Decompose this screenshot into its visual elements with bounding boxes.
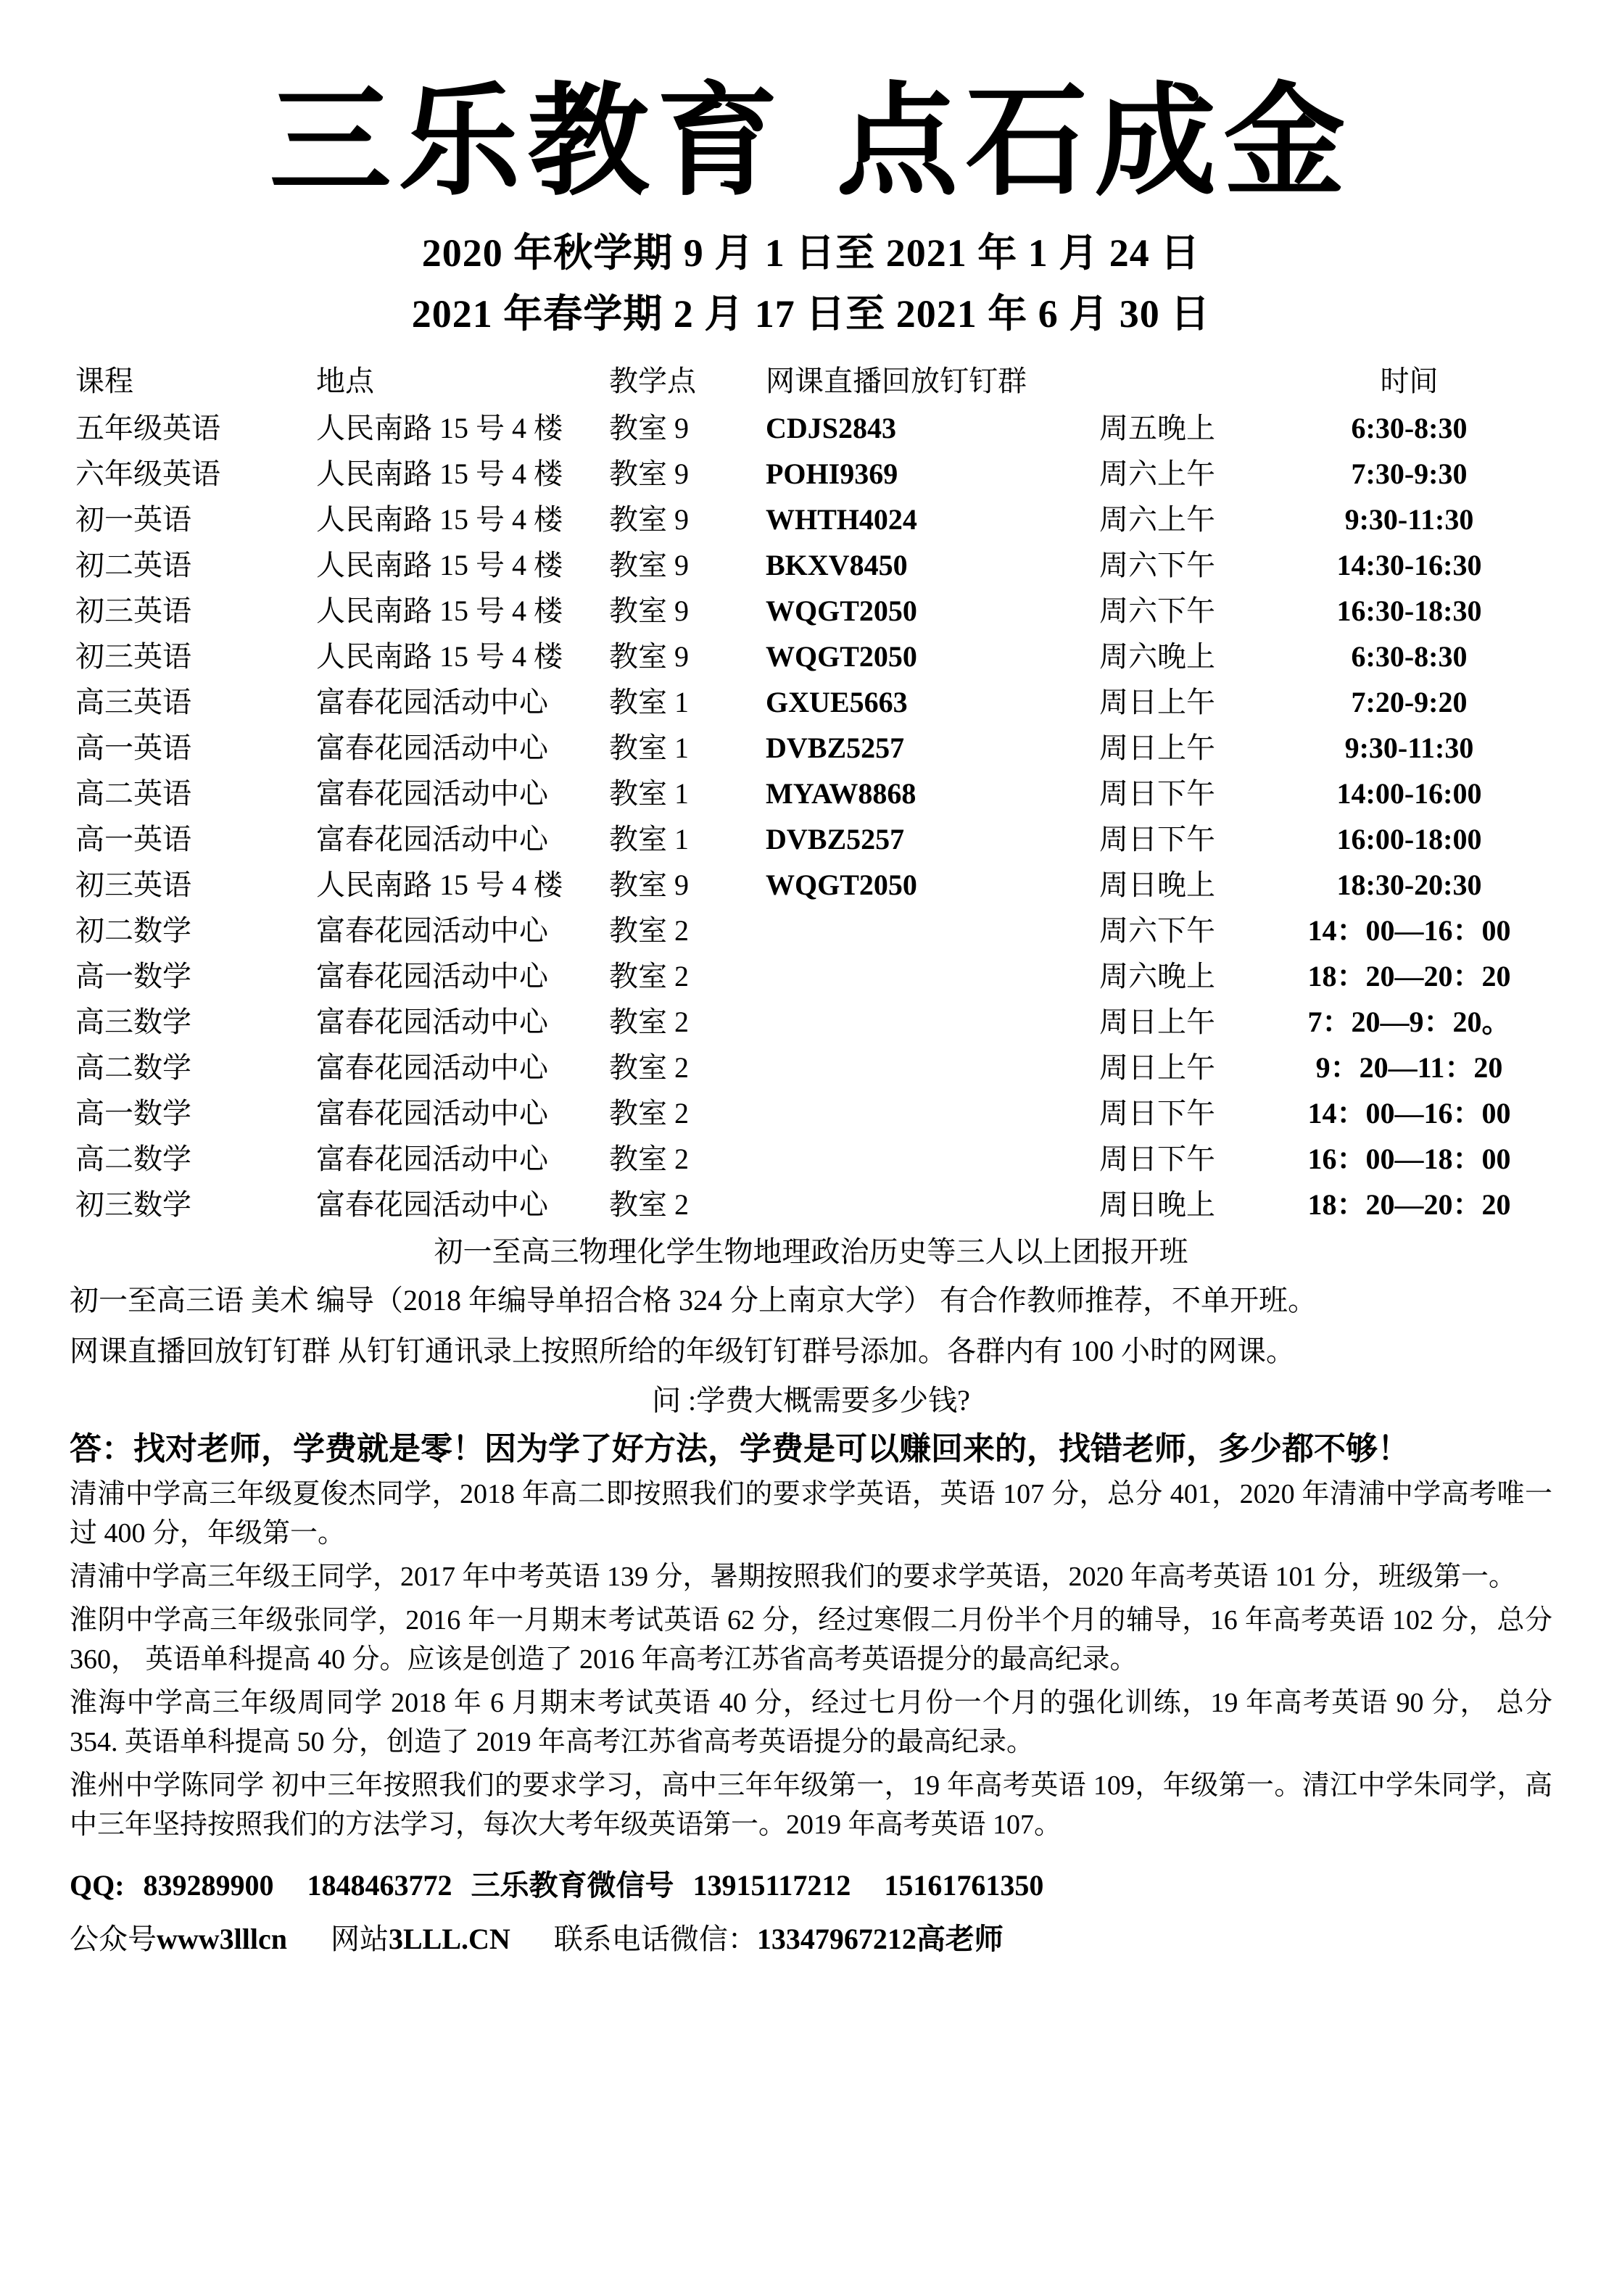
cell-course: 高二数学 <box>75 1142 191 1175</box>
wechat-label: 三乐教育微信号 <box>471 1868 674 1902</box>
cell-course: 初三英语 <box>75 594 191 627</box>
cell-room: 教室 9 <box>609 868 689 901</box>
cell-place: 人民南路 15 号 4 楼 <box>316 594 563 627</box>
official-account-label: 公众号 <box>70 1922 157 1955</box>
cell-day: 周六晚上 <box>1099 959 1215 992</box>
cell-time: 9：20—11：20 <box>1315 1050 1503 1084</box>
cell-dingtalk-group: POHI9369 <box>766 457 898 490</box>
header-time: 时间 <box>1380 364 1439 397</box>
cell-room: 教室 2 <box>609 1050 689 1084</box>
cell-dingtalk-group: BKXV8450 <box>766 548 908 581</box>
cell-room: 教室 2 <box>609 959 689 992</box>
banner-right: 点石成金 <box>836 69 1353 212</box>
cell-dingtalk-group <box>751 1137 1027 1182</box>
table-row <box>70 1137 1552 1182</box>
term-line-autumn: 2020 年秋学期 9 月 1 日至 2021 年 1 月 24 日 <box>421 231 1201 275</box>
cell-place: 富春花园活动中心 <box>316 731 548 764</box>
cell-time: 16:30-18:30 <box>1336 594 1482 627</box>
cell-time: 7：20—9：20。 <box>1307 1005 1511 1038</box>
cell-time: 14：00—16：00 <box>1307 913 1511 947</box>
table-row <box>70 954 1552 1000</box>
schedule-table <box>70 359 1552 1228</box>
cell-time: 18：20—20：20 <box>1307 959 1511 992</box>
cell-room: 教室 1 <box>609 776 689 810</box>
testimonial-item: 清浦中学高三年级夏俊杰同学，2018 年高二即按照我们的要求学英语，英语 107 分，总分 401，2020 年清浦中学高考唯一过 400 分，年级第一。 <box>70 1479 1552 1549</box>
cell-day: 周六下午 <box>1099 594 1215 627</box>
cell-course: 初二数学 <box>75 913 191 947</box>
cell-day: 周日晚上 <box>1099 868 1215 901</box>
header-day <box>1027 359 1266 406</box>
cell-day: 周六晚上 <box>1099 639 1215 673</box>
cell-course: 初一英语 <box>75 502 191 536</box>
cell-place: 人民南路 15 号 4 楼 <box>316 868 563 901</box>
cell-dingtalk-group <box>751 1045 1027 1091</box>
wechat-value-1: 13915117212 <box>692 1868 851 1902</box>
cell-course: 高一英语 <box>75 731 191 764</box>
cell-dingtalk-group <box>751 908 1027 954</box>
contact-line-1 <box>70 1864 1552 1907</box>
cell-day: 周日下午 <box>1099 822 1215 855</box>
cell-room: 教室 9 <box>609 502 689 536</box>
table-row <box>70 543 1552 589</box>
cell-room: 教室 1 <box>609 685 689 718</box>
cell-place: 人民南路 15 号 4 楼 <box>316 411 563 444</box>
cell-time: 7:30-9:30 <box>1351 457 1468 490</box>
teacher-name: 高老师 <box>916 1922 1004 1955</box>
cell-day: 周日下午 <box>1099 1142 1215 1175</box>
cell-time: 18:30-20:30 <box>1336 868 1482 901</box>
cell-place: 人民南路 15 号 4 楼 <box>316 502 563 536</box>
cell-time: 6:30-8:30 <box>1351 639 1468 673</box>
cell-dingtalk-group <box>751 954 1027 1000</box>
table-row <box>70 771 1552 817</box>
faq-question: 问 :学费大概需要多少钱? <box>652 1383 970 1417</box>
qq-value-2: 1848463772 <box>307 1868 452 1902</box>
cell-course: 高一数学 <box>75 959 191 992</box>
cell-course: 高二数学 <box>75 1050 191 1084</box>
faq-answer: 答：找对老师，学费就是零！因为学了好方法，学费是可以赚回来的，找错老师，多少都不够！ <box>70 1430 1410 1467</box>
header-course: 课程 <box>75 364 133 397</box>
cell-course: 初三英语 <box>75 868 191 901</box>
cell-place: 富春花园活动中心 <box>316 822 548 855</box>
cell-course: 高一英语 <box>75 822 191 855</box>
testimonial-item: 淮阴中学高三年级张同学，2016 年一月期末考试英语 62 分，经过寒假二月份半个月的辅导，16 年高考英语 102 分，总分 360， 英语单科提高 40 分。应该是创造了 2016 年高考江苏省高考英语提分的最高纪录。 <box>70 1605 1552 1675</box>
cell-room: 教室 1 <box>609 731 689 764</box>
cell-place: 人民南路 15 号 4 楼 <box>316 639 563 673</box>
cell-dingtalk-group <box>751 1000 1027 1045</box>
table-row <box>70 908 1552 954</box>
table-row <box>70 634 1552 680</box>
testimonial-list <box>70 1475 1552 1845</box>
cell-course: 初三数学 <box>75 1188 191 1221</box>
cell-time: 14:00-16:00 <box>1336 776 1482 810</box>
cell-course: 高三英语 <box>75 685 191 718</box>
cell-place: 富春花园活动中心 <box>316 1142 548 1175</box>
table-row <box>70 817 1552 863</box>
cell-dingtalk-group: WQGT2050 <box>766 639 917 673</box>
cell-room: 教室 9 <box>609 594 689 627</box>
table-row <box>70 863 1552 908</box>
cell-day: 周六上午 <box>1099 502 1215 536</box>
cell-dingtalk-group: WQGT2050 <box>766 868 917 901</box>
cell-course: 高三数学 <box>75 1005 191 1038</box>
cell-course: 高一数学 <box>75 1096 191 1130</box>
cell-day: 周日晚上 <box>1099 1188 1215 1221</box>
cell-day: 周六下午 <box>1099 913 1215 947</box>
cell-place: 富春花园活动中心 <box>316 1005 548 1038</box>
cell-room: 教室 9 <box>609 457 689 490</box>
table-row <box>70 589 1552 634</box>
cell-time: 14：00—16：00 <box>1307 1096 1511 1130</box>
table-row <box>70 1000 1552 1045</box>
table-header-row <box>70 359 1552 406</box>
phone-value: 13347967212 <box>756 1922 916 1955</box>
cell-place: 人民南路 15 号 4 楼 <box>316 457 563 490</box>
cell-day: 周六上午 <box>1099 457 1215 490</box>
cell-day: 周日上午 <box>1099 1050 1215 1084</box>
cell-time: 14:30-16:30 <box>1336 548 1482 581</box>
header-room: 教学点 <box>609 364 696 397</box>
cell-course: 六年级英语 <box>75 457 220 490</box>
cell-dingtalk-group: CDJS2843 <box>766 411 897 444</box>
cell-day: 周日下午 <box>1099 1096 1215 1130</box>
cell-place: 人民南路 15 号 4 楼 <box>316 548 563 581</box>
header-group: 网课直播回放钉钉群 <box>766 364 1027 397</box>
note-dingtalk: 网课直播回放钉钉群 从钉钉通讯录上按照所给的年级钉钉群号添加。各群内有 100 小时的网课。 <box>70 1334 1295 1367</box>
cell-time: 16：00—18：00 <box>1307 1142 1511 1175</box>
cell-day: 周日上午 <box>1099 685 1215 718</box>
cell-dingtalk-group: WQGT2050 <box>766 594 917 627</box>
cell-place: 富春花园活动中心 <box>316 1188 548 1221</box>
cell-room: 教室 9 <box>609 548 689 581</box>
cell-time: 18：20—20：20 <box>1307 1188 1511 1221</box>
cell-place: 富春花园活动中心 <box>316 685 548 718</box>
cell-time: 16:00-18:00 <box>1336 822 1482 855</box>
cell-day: 周日下午 <box>1099 776 1215 810</box>
cell-dingtalk-group: GXUE5663 <box>766 685 908 718</box>
cell-dingtalk-group: DVBZ5257 <box>766 731 905 764</box>
cell-course: 初三英语 <box>75 639 191 673</box>
cell-place: 富春花园活动中心 <box>316 1096 548 1130</box>
note-arts: 初一至高三语 美术 编导（2018 年编导单招合格 324 分上南京大学） 有合作教师推荐，不单开班。 <box>70 1283 1317 1317</box>
table-row <box>70 1091 1552 1137</box>
website-label: 网站 <box>331 1922 389 1955</box>
cell-course: 五年级英语 <box>75 411 220 444</box>
cell-room: 教室 2 <box>609 1142 689 1175</box>
official-account-value: www3lllcn <box>157 1922 287 1955</box>
cell-dingtalk-group <box>751 1182 1027 1228</box>
cell-day: 周五晚上 <box>1099 411 1215 444</box>
table-row <box>70 497 1552 543</box>
cell-place: 富春花园活动中心 <box>316 959 548 992</box>
cell-place: 富春花园活动中心 <box>316 1050 548 1084</box>
page-title <box>70 69 1552 212</box>
cell-dingtalk-group: WHTH4024 <box>766 502 917 536</box>
cell-room: 教室 1 <box>609 822 689 855</box>
cell-time: 9:30-11:30 <box>1344 502 1474 536</box>
testimonial-item: 淮海中学高三年级周同学 2018 年 6 月期末考试英语 40 分，经过七月份一个月的强化训练，19 年高考英语 90 分， 总分 354. 英语单科提高 50 分，创造了 2019 年高考江苏省高考英语提分的最高纪录。 <box>70 1688 1552 1758</box>
cell-day: 周日上午 <box>1099 731 1215 764</box>
phone-label: 联系电话微信： <box>553 1922 757 1955</box>
cell-place: 富春花园活动中心 <box>316 776 548 810</box>
contact-line-2 <box>70 1918 1552 1961</box>
cell-time: 9:30-11:30 <box>1344 731 1474 764</box>
cell-time: 7:20-9:20 <box>1351 685 1468 718</box>
note-group-class: 初一至高三物理化学生物地理政治历史等三人以上团报开班 <box>434 1235 1188 1268</box>
cell-dingtalk-group: MYAW8868 <box>766 776 916 810</box>
term-line-spring: 2021 年春学期 2 月 17 日至 2021 年 6 月 30 日 <box>411 292 1211 336</box>
cell-dingtalk-group <box>751 1091 1027 1137</box>
cell-room: 教室 9 <box>609 639 689 673</box>
table-row <box>70 1182 1552 1228</box>
table-row <box>70 726 1552 771</box>
banner-left: 三乐教育 <box>269 69 786 212</box>
table-row <box>70 1045 1552 1091</box>
cell-course: 初二英语 <box>75 548 191 581</box>
table-row <box>70 680 1552 726</box>
cell-room: 教室 2 <box>609 1096 689 1130</box>
cell-room: 教室 2 <box>609 1188 689 1221</box>
table-row <box>70 452 1552 497</box>
header-place: 地点 <box>316 364 374 397</box>
cell-room: 教室 2 <box>609 1005 689 1038</box>
cell-day: 周日上午 <box>1099 1005 1215 1038</box>
cell-day: 周六下午 <box>1099 548 1215 581</box>
cell-place: 富春花园活动中心 <box>316 913 548 947</box>
wechat-value-2: 15161761350 <box>884 1868 1044 1902</box>
cell-room: 教室 2 <box>609 913 689 947</box>
cell-room: 教室 9 <box>609 411 689 444</box>
cell-dingtalk-group: DVBZ5257 <box>766 822 905 855</box>
testimonial-item: 清浦中学高三年级王同学，2017 年中考英语 139 分，暑期按照我们的要求学英语，2020 年高考英语 101 分，班级第一。 <box>70 1562 1517 1593</box>
qq-value-1: 839289900 <box>143 1868 274 1902</box>
table-row <box>70 406 1552 452</box>
qq-label: QQ: <box>70 1868 125 1902</box>
testimonial-item: 淮州中学陈同学 初中三年按照我们的要求学习，高中三年年级第一，19 年高考英语 109，年级第一。清江中学朱同学，高中三年坚持按照我们的方法学习，每次大考年级英语第一。2019 年高考英语 107。 <box>70 1770 1552 1840</box>
cell-course: 高二英语 <box>75 776 191 810</box>
cell-time: 6:30-8:30 <box>1351 411 1468 444</box>
website-value: 3LLL.CN <box>389 1922 510 1955</box>
